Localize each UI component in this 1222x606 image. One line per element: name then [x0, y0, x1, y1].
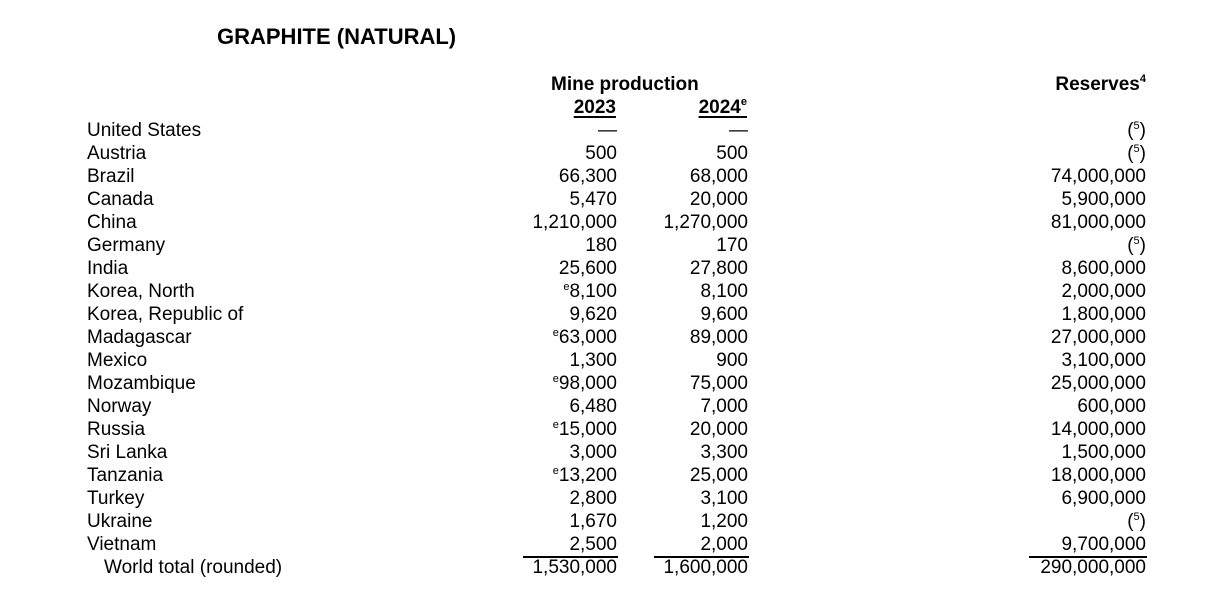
reserves-footnote: 4 — [1139, 73, 1146, 85]
reserves-value: 8,600,000 — [1061, 258, 1146, 279]
production-2024-cell: 7,000 — [700, 396, 748, 417]
reserves-cell — [1061, 488, 1146, 509]
reserves-cell — [1051, 373, 1146, 394]
table-row — [0, 258, 1222, 281]
production-2023-cell — [569, 488, 617, 509]
production-2023-cell — [569, 511, 617, 532]
production-2024-cell: 27,800 — [689, 258, 748, 279]
reserves-cell — [1061, 534, 1146, 555]
reserves-value: 2,000,000 — [1061, 281, 1146, 302]
production-2023-cell — [585, 143, 617, 164]
reserves-cell — [1061, 258, 1146, 279]
country-cell: Austria — [87, 143, 147, 164]
production-2023-value: 13,200 — [558, 465, 617, 486]
production-2024-cell: 1,600,000 — [663, 557, 748, 578]
production-2023-cell — [553, 465, 617, 486]
table-row — [0, 235, 1222, 258]
production-2023-value: 2,500 — [569, 534, 617, 555]
reserves-value: ) — [1139, 143, 1146, 164]
country-cell: Germany — [87, 235, 166, 256]
production-2024-cell: 89,000 — [689, 327, 748, 348]
production-2023-value: 25,600 — [558, 258, 617, 279]
table-row — [0, 166, 1222, 189]
production-2023-value: 8,100 — [569, 281, 617, 302]
production-2023-cell — [532, 212, 617, 233]
production-2024-cell: 9,600 — [700, 304, 748, 325]
reserves-cell — [1051, 465, 1146, 486]
country-cell: Canada — [87, 189, 154, 210]
reserves-value: 81,000,000 — [1050, 212, 1146, 233]
reserves-value: 9,700,000 — [1061, 534, 1146, 555]
year-2024-header — [699, 97, 747, 119]
table-row — [0, 304, 1222, 327]
table-row — [0, 350, 1222, 373]
reserves-value: 290,000,000 — [1040, 557, 1146, 578]
production-2023-value: 66,300 — [558, 166, 617, 187]
production-2024-cell: 20,000 — [689, 419, 748, 440]
estimate-marker: e — [563, 281, 570, 293]
table-row — [0, 442, 1222, 465]
reserves-cell — [1051, 212, 1146, 233]
production-2023-cell — [569, 442, 617, 463]
production-2024-cell: — — [729, 120, 748, 141]
reserves-cell — [1061, 304, 1146, 325]
table-row — [0, 511, 1222, 534]
production-2023-value: 2,800 — [569, 488, 617, 509]
reserves-value: 3,100,000 — [1061, 350, 1146, 371]
reserves-label: Reserves — [1055, 74, 1140, 95]
table-row — [0, 488, 1222, 511]
reserves-cell — [1127, 511, 1146, 532]
production-2023-cell — [553, 327, 617, 348]
total-row — [0, 557, 1222, 580]
country-cell: Turkey — [87, 488, 145, 509]
table-row — [0, 396, 1222, 419]
reserves-value: ) — [1139, 511, 1146, 532]
production-2023-value: 1,210,000 — [532, 212, 617, 233]
production-2023-cell — [553, 419, 617, 440]
table-row — [0, 281, 1222, 304]
footnote-number: 5 — [1133, 511, 1140, 523]
production-2024-cell: 68,000 — [689, 166, 748, 187]
reserves-value: 27,000,000 — [1050, 327, 1146, 348]
reserves-cell — [1051, 327, 1146, 348]
country-cell: Mexico — [87, 350, 148, 371]
reserves-value: 6,900,000 — [1061, 488, 1146, 509]
reserves-cell — [1061, 189, 1146, 210]
estimate-marker: e — [552, 373, 559, 385]
production-2023-value: 15,000 — [558, 419, 617, 440]
production-2023-value: 1,300 — [569, 350, 617, 371]
table-row — [0, 212, 1222, 235]
table-row — [0, 465, 1222, 488]
country-cell: Korea, Republic of — [87, 304, 244, 325]
year-2023-header: 2023 — [573, 97, 616, 118]
table-row — [0, 189, 1222, 212]
country-cell: World total (rounded) — [104, 557, 283, 578]
production-2023-value: 1,530,000 — [532, 557, 617, 578]
production-2023-cell — [569, 534, 617, 555]
country-cell: Russia — [87, 419, 146, 440]
production-2023-value: 500 — [585, 143, 617, 164]
estimate-marker: e — [552, 327, 559, 339]
production-2023-cell — [532, 557, 617, 578]
production-2023-value: 98,000 — [558, 373, 617, 394]
production-2024-cell: 8,100 — [700, 281, 748, 302]
estimate-marker: e — [552, 465, 559, 477]
reserves-header — [1055, 74, 1146, 96]
production-2023-cell — [569, 396, 617, 417]
production-2023-value: 180 — [585, 235, 617, 256]
production-2023-value: 63,000 — [558, 327, 617, 348]
country-cell: Mozambique — [87, 373, 196, 394]
reserves-value: 74,000,000 — [1050, 166, 1146, 187]
reserves-value: 18,000,000 — [1050, 465, 1146, 486]
production-2023-value: — — [598, 120, 617, 141]
table-row — [0, 419, 1222, 442]
production-2024-cell: 3,100 — [700, 488, 748, 509]
reserves-value: ) — [1139, 120, 1146, 141]
production-2023-cell — [585, 235, 617, 256]
table-row — [0, 373, 1222, 396]
footnote-number: 5 — [1133, 143, 1140, 155]
table-row — [0, 327, 1222, 350]
country-cell: Norway — [87, 396, 152, 417]
reserves-cell — [1040, 557, 1146, 578]
country-cell: China — [87, 212, 137, 233]
production-2024-cell: 170 — [716, 235, 748, 256]
table-row — [0, 120, 1222, 143]
reserves-value: 1,800,000 — [1061, 304, 1146, 325]
estimate-marker: e — [740, 96, 747, 108]
year-2024-label: 2024 — [698, 97, 741, 118]
production-2024-cell: 3,300 — [700, 442, 748, 463]
page-title: GRAPHITE (NATURAL) — [217, 24, 457, 49]
production-2023-cell — [598, 120, 617, 141]
country-cell: Tanzania — [87, 465, 164, 486]
production-2023-cell — [559, 258, 617, 279]
production-2023-cell — [569, 350, 617, 371]
footnote-number: 5 — [1133, 235, 1140, 247]
country-cell: India — [87, 258, 129, 279]
reserves-cell — [1051, 166, 1146, 187]
reserves-value: 1,500,000 — [1061, 442, 1146, 463]
reserves-value: 5,900,000 — [1061, 189, 1146, 210]
production-2024-cell: 1,200 — [700, 511, 748, 532]
table-row — [0, 143, 1222, 166]
reserves-cell — [1127, 143, 1146, 164]
production-2023-value: 1,670 — [569, 511, 617, 532]
footnote-open-paren: ( — [1127, 235, 1134, 256]
production-2023-value: 6,480 — [569, 396, 617, 417]
reserves-cell — [1061, 350, 1146, 371]
country-cell: Madagascar — [87, 327, 192, 348]
production-2023-value: 3,000 — [569, 442, 617, 463]
reserves-value: 600,000 — [1077, 396, 1146, 417]
production-2024-cell: 900 — [716, 350, 748, 371]
reserves-cell — [1127, 235, 1146, 256]
footnote-open-paren: ( — [1127, 511, 1134, 532]
production-2024-cell: 20,000 — [689, 189, 748, 210]
production-2023-value: 5,470 — [569, 189, 617, 210]
production-2024-cell: 500 — [716, 143, 748, 164]
country-cell: Vietnam — [87, 534, 157, 555]
production-2023-cell — [563, 281, 617, 302]
production-2023-value: 9,620 — [569, 304, 617, 325]
reserves-cell — [1061, 442, 1146, 463]
production-2024-cell: 1,270,000 — [663, 212, 748, 233]
footnote-open-paren: ( — [1127, 143, 1134, 164]
production-2023-cell — [553, 373, 617, 394]
estimate-marker: e — [552, 419, 559, 431]
country-cell: Sri Lanka — [87, 442, 168, 463]
country-cell: Ukraine — [87, 511, 153, 532]
production-2023-cell — [559, 166, 617, 187]
country-cell: Korea, North — [87, 281, 195, 302]
footnote-open-paren: ( — [1127, 120, 1134, 141]
mine-production-header: Mine production — [551, 74, 699, 95]
production-2024-cell: 2,000 — [700, 534, 748, 555]
production-2023-cell — [569, 189, 617, 210]
reserves-cell — [1077, 396, 1146, 417]
reserves-value: ) — [1139, 235, 1146, 256]
reserves-cell — [1051, 419, 1146, 440]
reserves-cell — [1127, 120, 1146, 141]
reserves-value: 25,000,000 — [1050, 373, 1146, 394]
country-cell: Brazil — [87, 166, 135, 187]
table-row — [0, 534, 1222, 557]
country-cell: United States — [87, 120, 202, 141]
production-2024-cell: 75,000 — [689, 373, 748, 394]
reserves-cell — [1061, 281, 1146, 302]
production-2024-cell: 25,000 — [689, 465, 748, 486]
production-2023-cell — [569, 304, 617, 325]
production-table — [0, 120, 1222, 580]
footnote-number: 5 — [1133, 120, 1140, 132]
reserves-value: 14,000,000 — [1050, 419, 1146, 440]
